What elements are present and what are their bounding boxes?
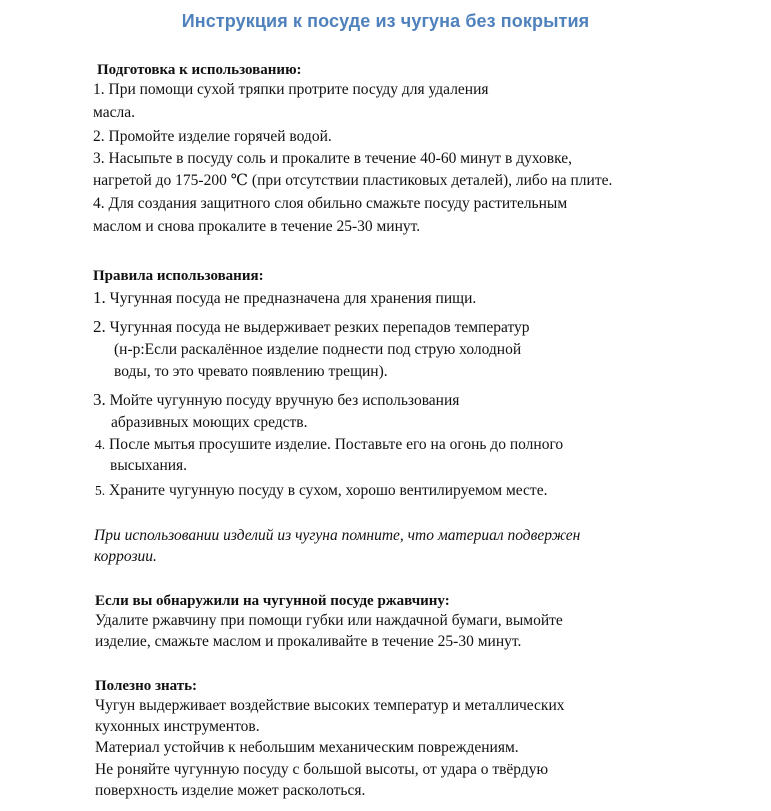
rust-line: изделие, смажьте маслом и прокаливайте в течение 25-30 минут.: [95, 633, 522, 650]
rules-item-text: Чугунная посуда не предназначена для хранения пищи.: [109, 290, 477, 307]
rules-item-text: (н-р:Если раскалённое изделие поднести под струю холодной: [114, 341, 522, 358]
rules-heading: Правила использования:: [93, 268, 264, 284]
rules-item-number: 3.: [93, 390, 106, 409]
rules-item-text: абразивных моющих средств.: [111, 414, 308, 431]
rules-item-text: Храните чугунную посуду в сухом, хорошо вентилируемом месте.: [109, 482, 548, 499]
preparation-line: масла.: [93, 104, 135, 121]
preparation-line: 4. Для создания защитного слоя обильно смажьте посуду растительным: [93, 195, 568, 212]
corrosion-note: При использовании изделий из чугуна помните, что материал подвержен: [94, 527, 581, 544]
preparation-line: 1. При помощи сухой тряпки протрите посуду для удаления: [93, 81, 489, 98]
useful-line: кухонных инструментов.: [95, 718, 260, 735]
rust-heading: Если вы обнаружили на чугунной посуде ржавчину:: [95, 593, 450, 609]
rules-item-number: 4.: [95, 437, 106, 452]
rules-item-text: После мытья просушите изделие. Поставьте его на огонь до полного: [109, 436, 564, 453]
rules-item-text: воды, то это чревато появлению трещин).: [114, 363, 388, 380]
rules-item-number: 5.: [95, 483, 106, 498]
useful-heading: Полезно знать:: [95, 678, 198, 694]
page-title: Инструкция к посуде из чугуна без покрытия: [181, 11, 590, 31]
preparation-line: нагретой до 175-200 ℃ (при отсутствии пластиковых деталей), либо на плите.: [93, 172, 613, 189]
rules-item-number: 2.: [93, 317, 106, 336]
rules-item-5: [95, 481, 547, 501]
useful-line: Не роняйте чугунную посуду с большой высоты, от удара о твёрдую: [95, 761, 549, 778]
preparation-line: 3. Насыпьте в посуду соль и прокалите в течение 40-60 минут в духовке,: [93, 150, 572, 167]
rules-item-3: [93, 390, 459, 411]
preparation-line: маслом и снова прокалите в течение 25-30 минут.: [93, 218, 421, 235]
useful-line: Чугун выдерживает воздействие высоких температур и металлических: [95, 697, 565, 714]
rust-line: Удалите ржавчину при помощи губки или наждачной бумаги, вымойте: [95, 612, 563, 629]
rules-item-number: 1.: [93, 288, 106, 307]
preparation-line: 2. Промойте изделие горячей водой.: [93, 128, 332, 145]
rules-item-text: Чугунная посуда не выдерживает резких перепадов температур: [109, 319, 530, 336]
rules-item-2: [93, 317, 530, 338]
corrosion-note: коррозии.: [94, 548, 157, 565]
rules-item-1: [93, 288, 476, 309]
rules-item-text: высыхания.: [110, 457, 188, 474]
rules-item-4: [95, 435, 563, 455]
useful-line: поверхность изделие может расколоться.: [95, 782, 366, 799]
preparation-heading: Подготовка к использованию:: [97, 62, 302, 78]
useful-line: Материал устойчив к небольшим механическим повреждениям.: [95, 739, 519, 756]
rules-item-text: Мойте чугунную посуду вручную без использования: [109, 392, 460, 409]
